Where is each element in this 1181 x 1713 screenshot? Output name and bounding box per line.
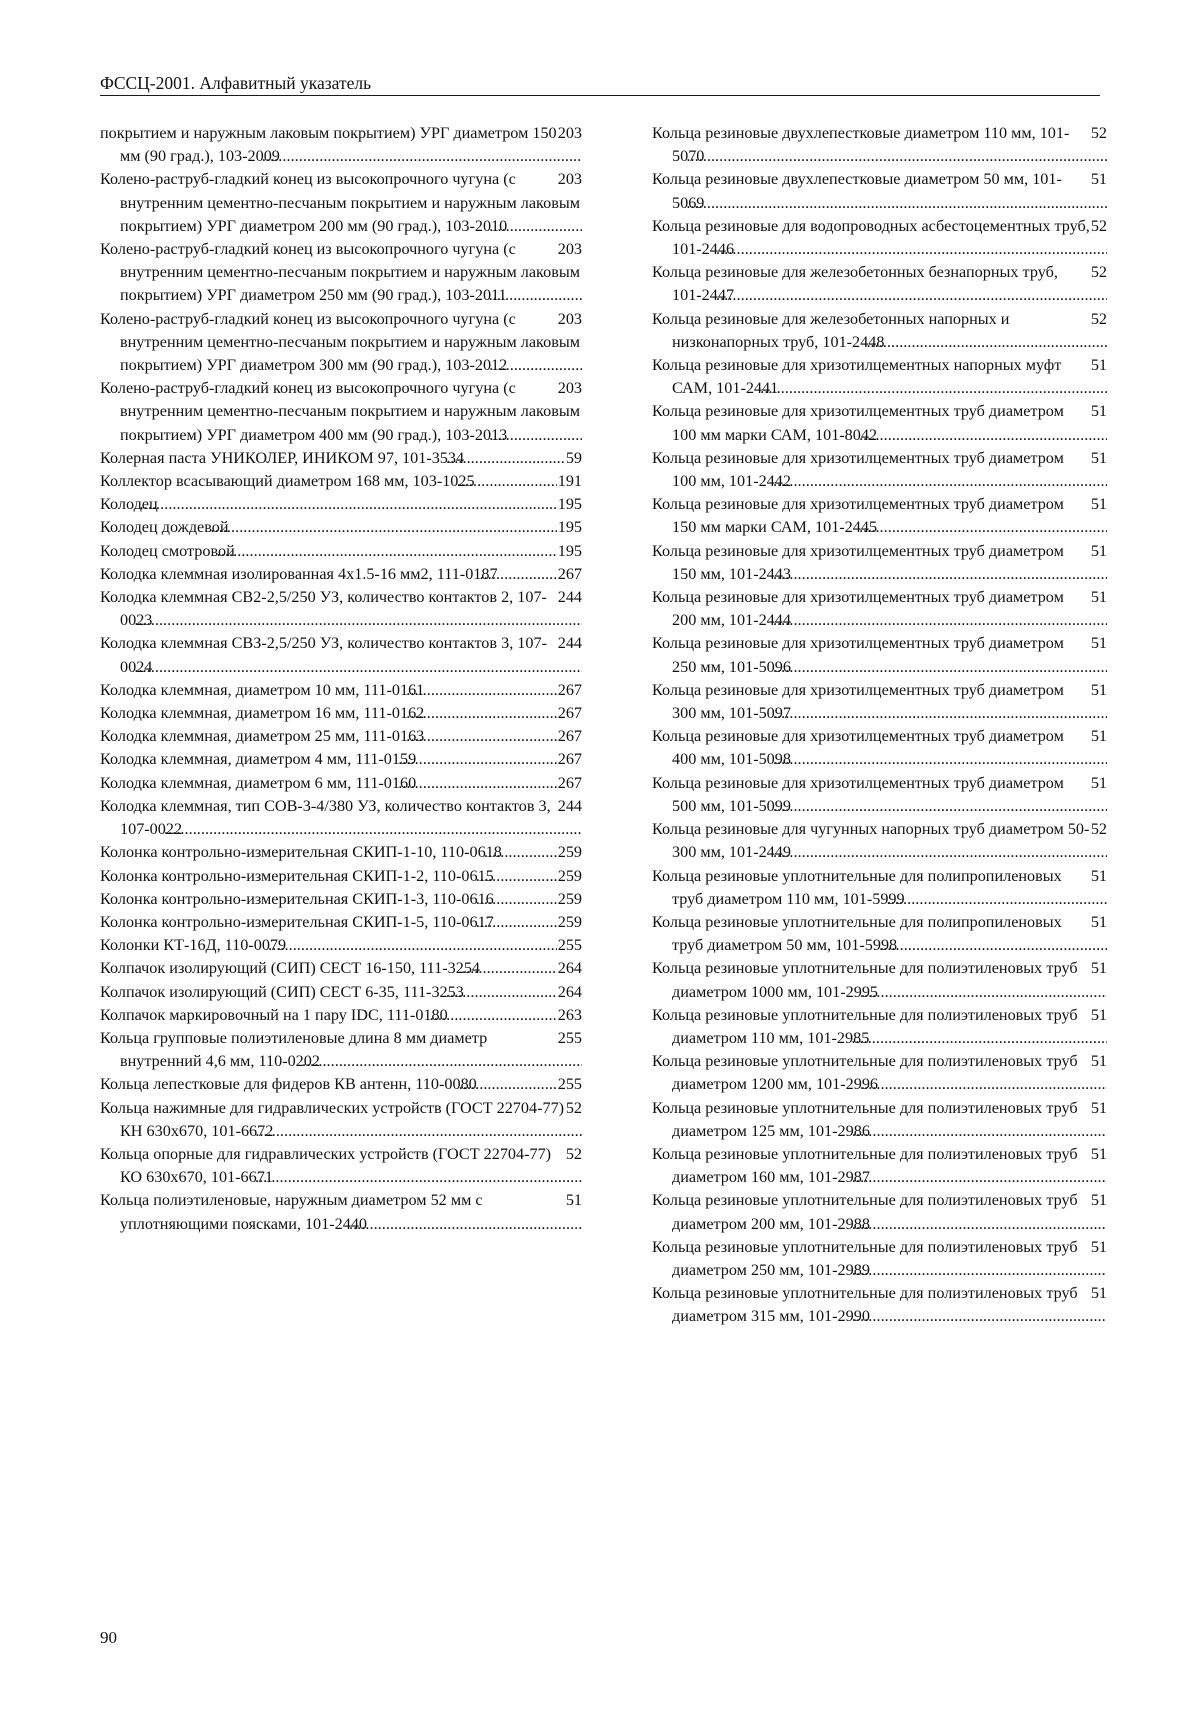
- index-entry: [652, 122, 1107, 168]
- index-entry: [652, 400, 1107, 446]
- index-entry-page: 52: [1090, 308, 1107, 331]
- index-entry: [652, 725, 1107, 771]
- index-entry: [100, 957, 582, 980]
- index-entry-page: 244: [557, 586, 582, 609]
- index-entry: [100, 632, 582, 678]
- index-entry-text: Колонка контрольно-измерительная СКИП-1-2, 110-0615 . . .: [100, 867, 494, 885]
- index-entry-page: 51: [1090, 493, 1107, 516]
- index-entry-page: 52: [1090, 818, 1107, 841]
- index-entry-text: Колодка клеммная, диаметром 10 мм, 111-0161 . . .: [100, 681, 424, 699]
- index-entry-text: Кольца резиновые для хризотилцементных труб диаметром 500 мм, 101-5099 . . .: [652, 774, 1064, 815]
- running-header: [100, 72, 1100, 96]
- index-entry-text: Колпачок маркировочный на 1 пару IDC, 111-0180 . . .: [100, 1006, 448, 1024]
- index-entry-page: 191: [557, 470, 582, 493]
- index-entry-text: Кольца резиновые для водопроводных асбестоцементных труб, 101-2446 . . .: [652, 217, 1090, 258]
- index-entry-text: Колодка клеммная, диаметром 4 мм, 111-0159 . . .: [100, 750, 416, 768]
- index-entry-page: 51: [1090, 168, 1107, 191]
- index-entry: [100, 679, 582, 702]
- index-entry: [652, 679, 1107, 725]
- index-entry-text: Колодка клеммная, диаметром 25 мм, 111-0163 . . .: [100, 727, 424, 745]
- index-entry-text: Колодка клеммная СВЗ-2,5/250 УЗ, количество контактов 3, 107-0024 . . .: [100, 634, 547, 675]
- index-entry-text: Колено-раструб-гладкий конец из высокопрочного чугуна (с внутренним цементно-песчаным покрытием и наружным лаковым покрытием) УРГ диаметром 300 мм (90 град.), 103-2012 . . .: [100, 310, 580, 374]
- index-entry: [652, 632, 1107, 678]
- index-entry-text: Колонка контрольно-измерительная СКИП-1-5, 110-0617 . . .: [100, 913, 494, 931]
- index-entry-text: Колодка клеммная изолированная 4х1.5-16 мм2, 111-0187 . . .: [100, 565, 498, 583]
- index-entry: [100, 888, 582, 911]
- index-entry-page: 51: [1090, 1282, 1107, 1305]
- index-entry-page: 203: [557, 238, 582, 261]
- index-entry: [100, 1027, 582, 1073]
- index-entry: [652, 168, 1107, 214]
- index-entry-page: 255: [557, 934, 582, 957]
- index-entry-page: 51: [1090, 772, 1107, 795]
- index-entry: [652, 308, 1107, 354]
- index-column-left: [100, 122, 582, 1236]
- index-entry-text: Коллектор всасывающий диаметром 168 мм, 103-1025 . . .: [100, 472, 475, 490]
- index-entry-text: Колодка клеммная, тип СОВ-3-4/380 УЗ, количество контактов 3, 107-0022 . . .: [100, 797, 551, 838]
- index-entry-text: Колено-раструб-гладкий конец из высокопрочного чугуна (с внутренним цементно-песчаным покрытием и наружным лаковым покрытием) УРГ диаметром 200 мм (90 град.), 103-2010 . . .: [100, 170, 580, 234]
- index-entry-text: Кольца резиновые для хризотилцементных труб диаметром 250 мм, 101-5096 . . .: [652, 634, 1064, 675]
- index-entry-text: Кольца резиновые двухлепестковые диаметром 110 мм, 101-5070 . . .: [652, 124, 1069, 165]
- index-entry-page: 264: [557, 981, 582, 1004]
- index-entry-page: 51: [1090, 1004, 1107, 1027]
- index-entry-text: Колерная паста УНИКОЛЕР, ИНИКОМ 97, 101-3534 . . .: [100, 449, 464, 467]
- page-number: 90: [100, 1628, 117, 1647]
- index-entry-text: Кольца резиновые для хризотилцементных труб диаметром 100 мм марки САМ, 101-8042 . . .: [652, 402, 1064, 443]
- index-entry-page: 51: [1090, 1189, 1107, 1212]
- index-entry-text: Кольца лепестковые для фидеров КВ антенн, 110-0080 . . .: [100, 1075, 477, 1093]
- index-entry-page: 195: [557, 493, 582, 516]
- index-entry: [652, 540, 1107, 586]
- index-entry: [652, 493, 1107, 539]
- index-entry-page: 51: [565, 1189, 582, 1212]
- index-entry-page: 52: [1090, 261, 1107, 284]
- index-entry: [652, 354, 1107, 400]
- index-entry-page: 267: [557, 748, 582, 771]
- index-entry-page: 244: [557, 795, 582, 818]
- index-entry: [652, 1236, 1107, 1282]
- index-entry: [652, 1050, 1107, 1096]
- index-entry-page: 51: [1090, 447, 1107, 470]
- index-entry-page: 203: [557, 168, 582, 191]
- index-entry: [652, 911, 1107, 957]
- index-entry: [652, 1097, 1107, 1143]
- index-entry: [100, 377, 582, 447]
- index-entry-text: Кольца резиновые уплотнительные для полипропиленовых труб диаметром 110 мм, 101-5999 . . .: [652, 867, 1062, 908]
- index-entry: [100, 586, 582, 632]
- index-entry: [100, 238, 582, 308]
- index-entry: [652, 447, 1107, 493]
- index-entry-page: 51: [1090, 1143, 1107, 1166]
- index-entry-text: Колено-раструб-гладкий конец из высокопрочного чугуна (с внутренним цементно-песчаным покрытием и наружным лаковым покрытием) УРГ диаметром 400 мм (90 град.), 103-2013 . . .: [100, 379, 580, 443]
- index-entry-text: Кольца резиновые уплотнительные для полиэтиленовых труб диаметром 315 мм, 101-2990 . . .: [652, 1284, 1078, 1325]
- index-entry: [652, 865, 1107, 911]
- index-entry: [652, 772, 1107, 818]
- index-entry-page: 51: [1090, 1236, 1107, 1259]
- index-entry-page: 51: [1090, 632, 1107, 655]
- index-entry-page: 52: [1090, 215, 1107, 238]
- index-entry-page: 244: [557, 632, 582, 655]
- index-entry-text: Колодец . . .: [100, 495, 158, 513]
- index-entry: [652, 215, 1107, 261]
- index-entry-page: 267: [557, 772, 582, 795]
- index-entry-page: 255: [557, 1073, 582, 1096]
- index-entry: [100, 911, 582, 934]
- index-entry-text: Кольца резиновые для чугунных напорных труб диаметром 50-300 мм, 101-2449 . . .: [652, 820, 1089, 861]
- index-entry-page: 51: [1090, 1050, 1107, 1073]
- index-entry-page: 264: [557, 957, 582, 980]
- index-entry-page: 51: [1090, 354, 1107, 377]
- index-entry: [100, 516, 582, 539]
- index-entry-page: 52: [1090, 122, 1107, 145]
- index-entry-text: Кольца резиновые уплотнительные для полиэтиленовых труб диаметром 125 мм, 101-2986 . . .: [652, 1099, 1078, 1140]
- index-entry: [100, 748, 582, 771]
- index-entry-page: 267: [557, 702, 582, 725]
- index-entry: [100, 702, 582, 725]
- index-entry-text: Колпачок изолирующий (СИП) СЕСТ 6-35, 111-3253 . . .: [100, 983, 464, 1001]
- index-entry-page: 51: [1090, 540, 1107, 563]
- index-entry-page: 259: [557, 865, 582, 888]
- index-entry-text: Кольца резиновые для железобетонных безнапорных труб, 101-2447 . . .: [652, 263, 1058, 304]
- index-entry-text: Кольца резиновые уплотнительные для полиэтиленовых труб диаметром 160 мм, 101-2987 . . .: [652, 1145, 1078, 1186]
- index-column-right: [652, 122, 1107, 1329]
- index-entry: [100, 447, 582, 470]
- index-entry-text: Колодка клеммная, диаметром 16 мм, 111-0162 . . .: [100, 704, 424, 722]
- index-entry: [100, 1073, 582, 1096]
- index-entry: [100, 865, 582, 888]
- index-entry-text: Кольца резиновые для хризотилцементных труб диаметром 150 мм, 101-2443 . . .: [652, 542, 1064, 583]
- index-entry: [652, 1004, 1107, 1050]
- index-entry: [100, 1004, 582, 1027]
- index-entry-text: Кольца опорные для гидравлических устройств (ГОСТ 22704-77) КО 630х670, 101-6671 . . .: [100, 1145, 551, 1186]
- index-entry-text: Кольца резиновые для хризотилцементных труб диаметром 400 мм, 101-5098 . . .: [652, 727, 1064, 768]
- index-entry: [100, 841, 582, 864]
- index-entry-page: 259: [557, 841, 582, 864]
- index-entry-page: 51: [1090, 1097, 1107, 1120]
- index-entry-text: Колонка контрольно-измерительная СКИП-1-10, 110-0618 . . .: [100, 843, 502, 861]
- index-entry-page: 195: [557, 516, 582, 539]
- index-entry: [100, 981, 582, 1004]
- index-entry: [100, 470, 582, 493]
- index-entry-text: Кольца полиэтиленовые, наружным диаметром 52 мм с уплотняющими поясками, 101-2440 . . .: [100, 1191, 483, 1232]
- index-entry-page: 203: [557, 377, 582, 400]
- index-entry: [100, 795, 582, 841]
- index-entry-text: покрытием и наружным лаковым покрытием) УРГ диаметром 150 мм (90 град.), 103-2009 . . .: [100, 124, 557, 165]
- index-entry-text: Кольца резиновые для хризотилцементных труб диаметром 200 мм, 101-2444 . . .: [652, 588, 1064, 629]
- index-entry-page: 51: [1090, 911, 1107, 934]
- index-entry: [652, 261, 1107, 307]
- index-entry-text: Кольца резиновые для хризотилцементных труб диаметром 300 мм, 101-5097 . . .: [652, 681, 1064, 722]
- index-entry-text: Колодка клеммная, диаметром 6 мм, 111-0160 . . .: [100, 774, 416, 792]
- index-entry-text: Кольца резиновые для хризотилцементных труб диаметром 150 мм марки САМ, 101-2445 . . .: [652, 495, 1064, 536]
- index-entry: [100, 1189, 582, 1235]
- index-entry-page: 52: [565, 1097, 582, 1120]
- index-entry-text: Колодка клеммная СВ2-2,5/250 УЗ, количество контактов 2, 107-0023 . . .: [100, 588, 547, 629]
- index-entry-text: Кольца групповые полиэтиленовые длина 8 мм диаметр внутренний 4,6 мм, 110-0202 . . .: [100, 1029, 487, 1070]
- index-entry: [100, 725, 582, 748]
- index-entry: [100, 493, 582, 516]
- index-entry-page: 59: [565, 447, 582, 470]
- index-entry-text: Кольца резиновые уплотнительные для полиэтиленовых труб диаметром 1200 мм, 101-2996 . . .: [652, 1052, 1078, 1093]
- index-entry-page: 51: [1090, 400, 1107, 423]
- index-entry-page: 51: [1090, 957, 1107, 980]
- index-entry: [100, 122, 582, 168]
- index-entry: [100, 563, 582, 586]
- index-entry-text: Колонки КТ-16Д, 110-0079 . . .: [100, 936, 286, 954]
- index-entry: [652, 818, 1107, 864]
- header-title: ФССЦ-2001. Алфавитный указатель: [100, 73, 372, 93]
- index-entry-page: 51: [1090, 679, 1107, 702]
- index-entry: [100, 308, 582, 378]
- index-entry-text: Кольца резиновые двухлепестковые диаметром 50 мм, 101-5069 . . .: [652, 170, 1062, 211]
- index-entry-page: 267: [557, 563, 582, 586]
- index-entry-text: Колодец дождевой . . .: [100, 518, 229, 536]
- index-entry: [100, 1097, 582, 1143]
- index-entry-text: Кольца нажимные для гидравлических устройств (ГОСТ 22704-77) КН 630х670, 101-6672 . . .: [100, 1099, 564, 1140]
- index-entry: [100, 772, 582, 795]
- index-entry-page: 259: [557, 888, 582, 911]
- index-entry-page: 267: [557, 725, 582, 748]
- index-entry-page: 51: [1090, 725, 1107, 748]
- index-entry: [100, 1143, 582, 1189]
- index-entry-page: 52: [565, 1143, 582, 1166]
- index-entry: [100, 168, 582, 238]
- index-entry-text: Колодец смотровой . . .: [100, 542, 235, 560]
- index-entry-text: Кольца резиновые для хризотилцементных напорных муфт САМ, 101-2441 . . .: [652, 356, 1061, 397]
- index-entry-page: 259: [557, 911, 582, 934]
- index-entry: [652, 1143, 1107, 1189]
- index-entry: [652, 1189, 1107, 1235]
- index-entry-page: 51: [1090, 586, 1107, 609]
- index-entry-text: Кольца резиновые уплотнительные для полипропиленовых труб диаметром 50 мм, 101-5998 . . .: [652, 913, 1062, 954]
- index-entry-text: Кольца резиновые уплотнительные для полиэтиленовых труб диаметром 200 мм, 101-2988 . . .: [652, 1191, 1078, 1232]
- index-entry: [652, 1282, 1107, 1328]
- index-entry-text: Кольца резиновые уплотнительные для полиэтиленовых труб диаметром 250 мм, 101-2989 . . .: [652, 1238, 1078, 1279]
- index-entry-text: Колонка контрольно-измерительная СКИП-1-3, 110-0616 . . .: [100, 890, 494, 908]
- index-entry-page: 203: [557, 308, 582, 331]
- index-entry-text: Колпачок изолирующий (СИП) СЕСТ 16-150, 111-3254 . . .: [100, 959, 480, 977]
- index-entry-page: 263: [557, 1004, 582, 1027]
- index-entry-text: Кольца резиновые для железобетонных напорных и низконапорных труб, 101-2448 . . .: [652, 310, 1009, 351]
- index-entry-text: Кольца резиновые для хризотилцементных труб диаметром 100 мм, 101-2442 . . .: [652, 449, 1064, 490]
- index-entry-text: Колено-раструб-гладкий конец из высокопрочного чугуна (с внутренним цементно-песчаным покрытием и наружным лаковым покрытием) УРГ диаметром 250 мм (90 град.), 103-2011 . . .: [100, 240, 580, 304]
- index-entry-page: 255: [557, 1027, 582, 1050]
- index-entry: [100, 540, 582, 563]
- index-entry: [652, 957, 1107, 1003]
- index-entry-page: 267: [557, 679, 582, 702]
- index-entry-page: 51: [1090, 865, 1107, 888]
- index-entry-page: 203: [557, 122, 582, 145]
- index-entry-text: Кольца резиновые уплотнительные для полиэтиленовых труб диаметром 1000 мм, 101-2995 . . .: [652, 959, 1078, 1000]
- index-entry: [100, 934, 582, 957]
- index-entry: [652, 586, 1107, 632]
- index-entry-page: 195: [557, 540, 582, 563]
- index-entry-text: Кольца резиновые уплотнительные для полиэтиленовых труб диаметром 110 мм, 101-2985 . . .: [652, 1006, 1078, 1047]
